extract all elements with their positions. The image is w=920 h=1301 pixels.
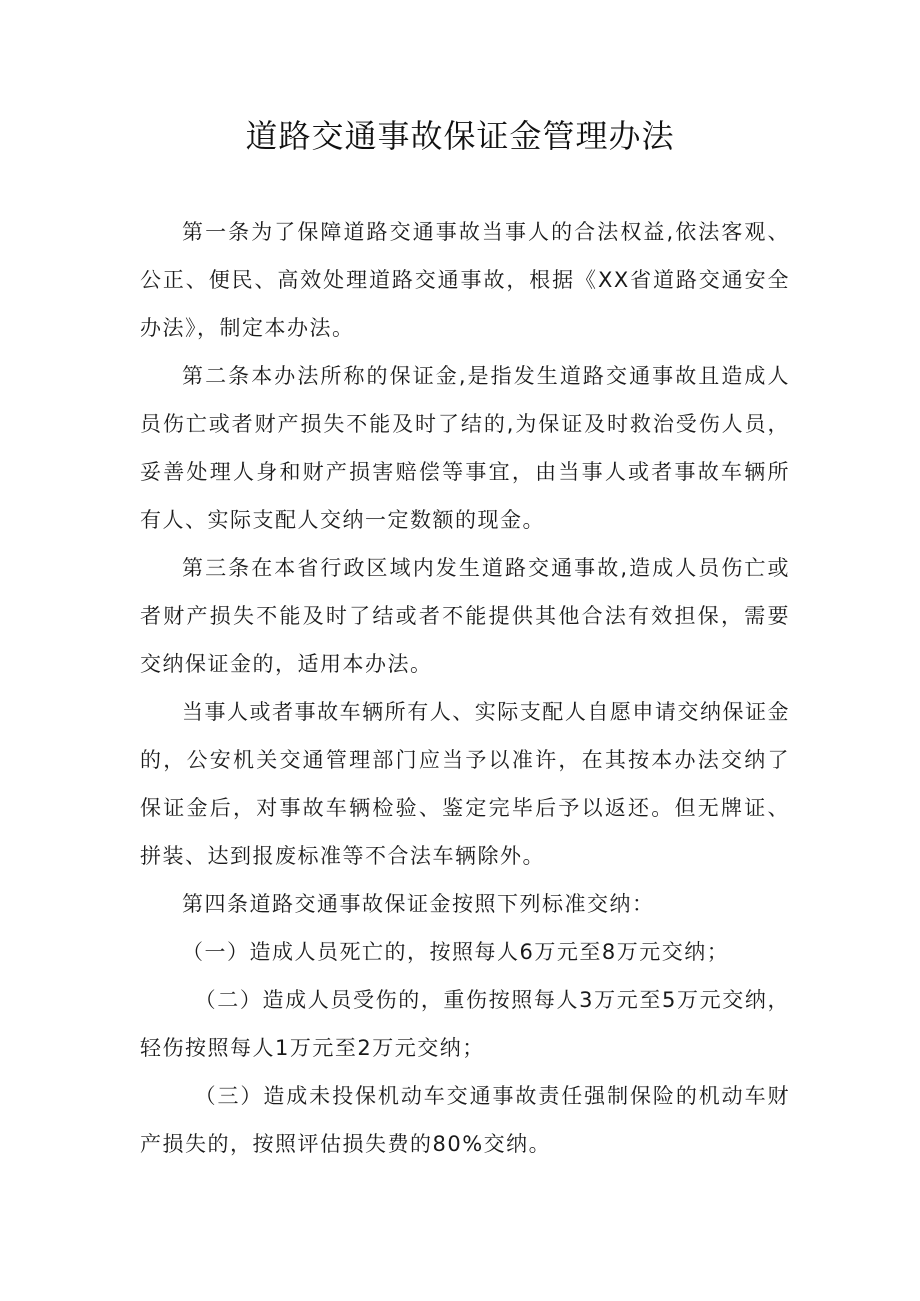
voluntary-deposit-paragraph: 当事人或者事故车辆所有人、实际支配人自愿申请交纳保证金的，公安机关交通管理部门应当予以准许，在其按本办法交纳了保证金后，对事故车辆检验、鉴定完毕后予以返还。但无牌证、拼装、达到报废标准等不合法车辆除外。	[140, 700, 790, 868]
standard-item-1: （一）造成人员死亡的，按照每人6万元至8万元交纳；	[182, 940, 730, 964]
document-body	[140, 208, 790, 1168]
article-2-paragraph: 第二条本办法所称的保证金,是指发生道路交通事故且造成人员伤亡或者财产损失不能及时了结的,为保证及时救治受伤人员，妥善处理人身和财产损害赔偿等事宜，由当事人或者事故车辆所有人、实际支配人交纳一定数额的现金。	[140, 364, 790, 532]
article-3-paragraph: 第三条在本省行政区域内发生道路交通事故,造成人员伤亡或者财产损失不能及时了结或者不能提供其他合法有效担保，需要交纳保证金的，适用本办法。	[140, 556, 790, 676]
standard-item-3: （三）造成未投保机动车交通事故责任强制保险的机动车财产损失的，按照评估损失费的80%交纳。	[140, 1084, 790, 1156]
article-4-paragraph: 第四条道路交通事故保证金按照下列标准交纳：	[182, 892, 655, 916]
article-1-paragraph: 第一条为了保障道路交通事故当事人的合法权益,依法客观、公正、便民、高效处理道路交通事故，根据《XX省道路交通安全办法》，制定本办法。	[140, 220, 790, 340]
document-title: 道路交通事故保证金管理办法	[245, 117, 675, 155]
standard-item-2: （二）造成人员受伤的，重伤按照每人3万元至5万元交纳，轻伤按照每人1万元至2万元交纳；	[140, 988, 790, 1060]
